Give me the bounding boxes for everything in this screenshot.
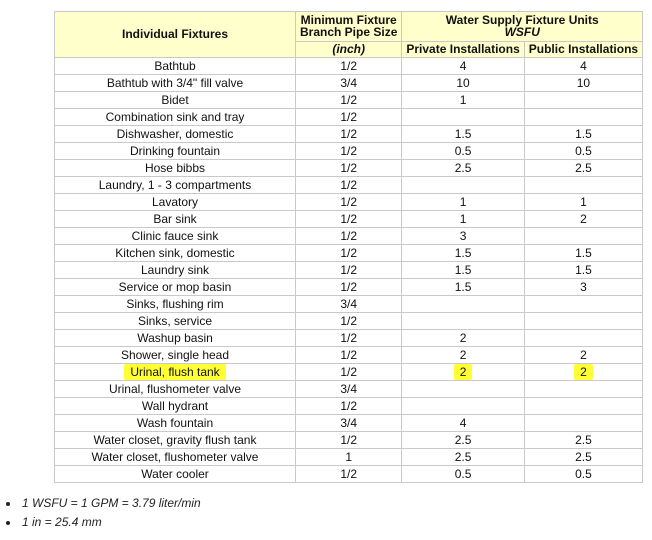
private-wsfu-cell [402,313,524,330]
fixture-cell-text: Shower, single head [120,347,230,362]
private-wsfu-cell [402,262,524,279]
fixture-cell [55,262,296,279]
fixture-cell [55,381,296,398]
pipe-size-cell [296,296,402,313]
private-wsfu-cell [402,109,524,126]
fixture-cell [55,296,296,313]
pipe-size-cell-text: 1/2 [340,126,358,141]
table-row [55,58,643,75]
fixture-cell [55,313,296,330]
pipe-size-cell-text: 1/2 [340,432,358,447]
public-wsfu-cell-text: 2.5 [575,432,592,447]
table-row [55,109,643,126]
public-wsfu-cell [524,126,642,143]
fixture-cell [55,194,296,211]
private-wsfu-cell [402,415,524,432]
pipe-size-cell-text: 3/4 [340,415,358,430]
public-wsfu-cell [524,364,642,381]
fixture-cell-text: Water closet, gravity flush tank [93,432,257,447]
private-wsfu-cell [402,126,524,143]
public-wsfu-cell-text: 2 [580,211,587,226]
public-wsfu-cell-text: 10 [576,75,591,90]
fixture-cell-text: Hose bibbs [144,160,206,175]
fixture-cell [55,279,296,296]
private-wsfu-cell [402,432,524,449]
public-wsfu-cell [524,211,642,228]
pipe-size-cell [296,245,402,262]
header-branch-line2: Branch Pipe Size [300,24,398,39]
private-wsfu-cell [402,143,524,160]
table-row [55,92,643,109]
table-row [55,245,643,262]
fixture-cell [55,415,296,432]
fixture-cell-text: Bathtub with 3/4" fill valve [106,75,244,90]
public-wsfu-cell-text: 1 [580,194,587,209]
table-row [55,194,643,211]
fixture-cell [55,58,296,75]
public-wsfu-cell [524,449,642,466]
bullet-icon [6,521,10,525]
pipe-size-cell-text: 1 [345,449,353,464]
pipe-size-cell-text: 1/2 [340,245,358,260]
pipe-size-cell-text: 1/2 [340,364,358,379]
fixture-cell [55,211,296,228]
private-wsfu-cell-text: 4 [459,415,467,430]
private-wsfu-cell [402,194,524,211]
pipe-size-cell-text: 1/2 [340,211,358,226]
fixture-cell [55,466,296,483]
public-wsfu-cell [524,245,642,262]
fixture-cell-text: Clinic fauce sink [131,228,219,243]
pipe-size-cell [296,432,402,449]
private-wsfu-cell-text: 2 [459,330,467,345]
private-wsfu-cell [402,92,524,109]
fixture-cell-text: Washup basin [137,330,213,345]
fixture-cell-text: Drinking fountain [129,143,221,158]
pipe-size-cell [296,228,402,245]
public-wsfu-cell [524,92,642,109]
fixture-cell [55,160,296,177]
private-wsfu-cell-text: 1 [459,211,467,226]
pipe-size-cell-text: 3/4 [340,296,358,311]
public-wsfu-cell [524,228,642,245]
public-wsfu-cell [524,262,642,279]
fixture-cell [55,245,296,262]
fixture-cell-text: Combination sink and tray [105,109,245,124]
private-wsfu-cell-text: 1.5 [454,245,472,260]
pipe-size-cell [296,211,402,228]
public-wsfu-cell-text: 1.5 [575,126,592,141]
pipe-size-cell [296,347,402,364]
note-item [0,494,201,513]
table-row [55,126,643,143]
pipe-size-cell [296,160,402,177]
private-wsfu-cell-text: 0.5 [454,143,472,158]
private-wsfu-cell-text: 3 [459,228,467,243]
table-row [55,228,643,245]
pipe-size-cell [296,75,402,92]
header-fixtures: Individual Fixtures [55,12,296,58]
pipe-size-cell [296,92,402,109]
table-row [55,177,643,194]
pipe-size-cell-text: 1/2 [340,177,358,192]
header-wsfu [402,12,643,42]
public-wsfu-cell-text: 2 [580,347,587,362]
private-wsfu-cell-text: 1.5 [454,279,472,294]
fixture-cell [55,347,296,364]
pipe-size-cell [296,415,402,432]
private-wsfu-cell-text: 2.5 [454,449,472,464]
private-wsfu-cell-text: 2.5 [454,160,472,175]
private-wsfu-cell [402,160,524,177]
public-wsfu-cell [524,330,642,347]
pipe-size-cell [296,194,402,211]
private-wsfu-cell [402,177,524,194]
fixture-cell [55,449,296,466]
header-branch-pipe [296,12,402,42]
pipe-size-cell-text: 1/2 [340,313,358,328]
pipe-size-cell-text: 1/2 [340,262,358,277]
public-wsfu-cell-text: 3 [580,279,587,294]
note-text: 1 WSFU = 1 GPM = 3.79 liter/min [22,496,201,510]
fixture-units-table-container [54,11,643,483]
private-wsfu-cell [402,466,524,483]
public-wsfu-cell [524,415,642,432]
private-wsfu-cell [402,279,524,296]
pipe-size-cell [296,279,402,296]
pipe-size-cell [296,466,402,483]
header-branch-unit: (inch) [296,42,402,58]
header-wsfu-line1: Water Supply Fixture Units [445,12,599,27]
fixture-cell-text: Bidet [161,92,189,107]
public-wsfu-cell-text: 2 [574,364,593,380]
bullet-icon [6,502,10,506]
private-wsfu-cell-text: 1 [459,194,467,209]
private-wsfu-cell [402,330,524,347]
public-wsfu-cell [524,347,642,364]
pipe-size-cell [296,398,402,415]
note-text: 1 in = 25.4 mm [22,515,102,529]
fixture-cell-text: Kitchen sink, domestic [115,245,235,260]
pipe-size-cell-text: 1/2 [340,143,358,158]
public-wsfu-cell [524,160,642,177]
fixture-cell [55,92,296,109]
table-body [55,58,643,483]
private-wsfu-cell-text: 1.5 [454,262,472,277]
pipe-size-cell [296,364,402,381]
private-wsfu-cell-text: 0.5 [454,466,472,481]
pipe-size-cell [296,143,402,160]
pipe-size-cell-text: 1/2 [340,330,358,345]
fixture-cell [55,228,296,245]
fixture-cell-text: Wash fountain [136,415,214,430]
fixture-cell [55,143,296,160]
pipe-size-cell-text: 1/2 [340,228,358,243]
pipe-size-cell [296,381,402,398]
table-row [55,313,643,330]
fixture-cell [55,330,296,347]
fixture-units-table [54,11,643,483]
table-row [55,262,643,279]
notes-list [0,494,201,532]
pipe-size-cell-text: 1/2 [340,347,358,362]
fixture-cell-text: Urinal, flush tank [124,364,225,380]
private-wsfu-cell-text: 2 [459,347,467,362]
public-wsfu-cell [524,177,642,194]
table-row [55,398,643,415]
public-wsfu-cell [524,381,642,398]
fixture-cell-text: Service or mop basin [118,279,232,294]
fixture-cell [55,398,296,415]
fixture-cell-text: Urinal, flushometer valve [108,381,242,396]
fixture-cell-text: Sinks, flushing rim [126,296,224,311]
table-row [55,143,643,160]
private-wsfu-cell [402,449,524,466]
public-wsfu-cell [524,58,642,75]
header-public: Public Installations [524,42,642,58]
table-row [55,75,643,92]
private-wsfu-cell [402,245,524,262]
fixture-cell [55,364,296,381]
pipe-size-cell-text: 1/2 [340,92,358,107]
private-wsfu-cell [402,75,524,92]
private-wsfu-cell [402,347,524,364]
fixture-cell-text: Laundry, 1 - 3 compartments [98,177,252,192]
fixture-cell-text: Wall hydrant [141,398,209,413]
table-row [55,432,643,449]
private-wsfu-cell-text: 10 [456,75,470,90]
pipe-size-cell [296,449,402,466]
public-wsfu-cell-text: 2.5 [575,160,592,175]
public-wsfu-cell-text: 0.5 [575,466,592,481]
public-wsfu-cell [524,109,642,126]
private-wsfu-cell-text: 1 [459,92,467,107]
pipe-size-cell [296,58,402,75]
pipe-size-cell [296,126,402,143]
fixture-cell-text: Laundry sink [140,262,210,277]
pipe-size-cell-text: 1/2 [340,109,358,124]
private-wsfu-cell-text: 2 [454,364,473,380]
public-wsfu-cell [524,143,642,160]
public-wsfu-cell [524,75,642,92]
private-wsfu-cell [402,228,524,245]
fixture-cell-text: Dishwasher, domestic [116,126,234,141]
fixture-cell-text: Bar sink [153,211,197,226]
pipe-size-cell [296,330,402,347]
fixture-cell [55,126,296,143]
pipe-size-cell [296,313,402,330]
table-row [55,364,643,381]
table-row [55,381,643,398]
fixture-cell-text: Lavatory [151,194,199,209]
fixture-cell-text: Bathtub [154,58,196,73]
table-header-row [55,12,643,42]
table-row [55,279,643,296]
fixture-cell-text: Sinks, service [137,313,213,328]
pipe-size-cell-text: 1/2 [340,466,358,481]
public-wsfu-cell [524,296,642,313]
private-wsfu-cell [402,398,524,415]
private-wsfu-cell [402,381,524,398]
pipe-size-cell [296,177,402,194]
public-wsfu-cell-text: 1.5 [575,245,592,260]
private-wsfu-cell-text: 4 [459,58,467,73]
header-branch-line1: Minimum Fixture [300,12,397,27]
pipe-size-cell-text: 1/2 [340,194,358,209]
table-row [55,160,643,177]
public-wsfu-cell [524,432,642,449]
public-wsfu-cell [524,466,642,483]
pipe-size-cell-text: 3/4 [340,381,358,396]
pipe-size-cell-text: 3/4 [340,75,358,90]
public-wsfu-cell-text: 0.5 [575,143,592,158]
public-wsfu-cell-text: 1.5 [575,262,592,277]
public-wsfu-cell [524,194,642,211]
fixture-cell [55,109,296,126]
public-wsfu-cell [524,313,642,330]
fixture-cell [55,177,296,194]
fixture-cell [55,75,296,92]
note-item [0,513,201,532]
pipe-size-cell-text: 1/2 [340,160,358,175]
header-private: Private Installations [402,42,524,58]
private-wsfu-cell [402,211,524,228]
header-wsfu-line2: WSFU [504,24,540,39]
table-row [55,347,643,364]
pipe-size-cell [296,262,402,279]
table-row [55,466,643,483]
table-row [55,330,643,347]
public-wsfu-cell [524,398,642,415]
table-row [55,211,643,228]
public-wsfu-cell-text: 4 [580,58,587,73]
fixture-cell [55,432,296,449]
pipe-size-cell-text: 1/2 [340,58,358,73]
private-wsfu-cell-text: 1.5 [454,126,472,141]
private-wsfu-cell [402,364,524,381]
public-wsfu-cell-text: 2.5 [575,449,592,464]
fixture-cell-text: Water cooler [141,466,209,481]
table-row [55,449,643,466]
pipe-size-cell-text: 1/2 [340,398,358,413]
private-wsfu-cell [402,296,524,313]
table-row [55,415,643,432]
private-wsfu-cell [402,58,524,75]
fixture-cell-text: Water closet, flushometer valve [91,449,259,464]
private-wsfu-cell-text: 2.5 [454,432,472,447]
public-wsfu-cell [524,279,642,296]
pipe-size-cell [296,109,402,126]
table-row [55,296,643,313]
pipe-size-cell-text: 1/2 [340,279,358,294]
